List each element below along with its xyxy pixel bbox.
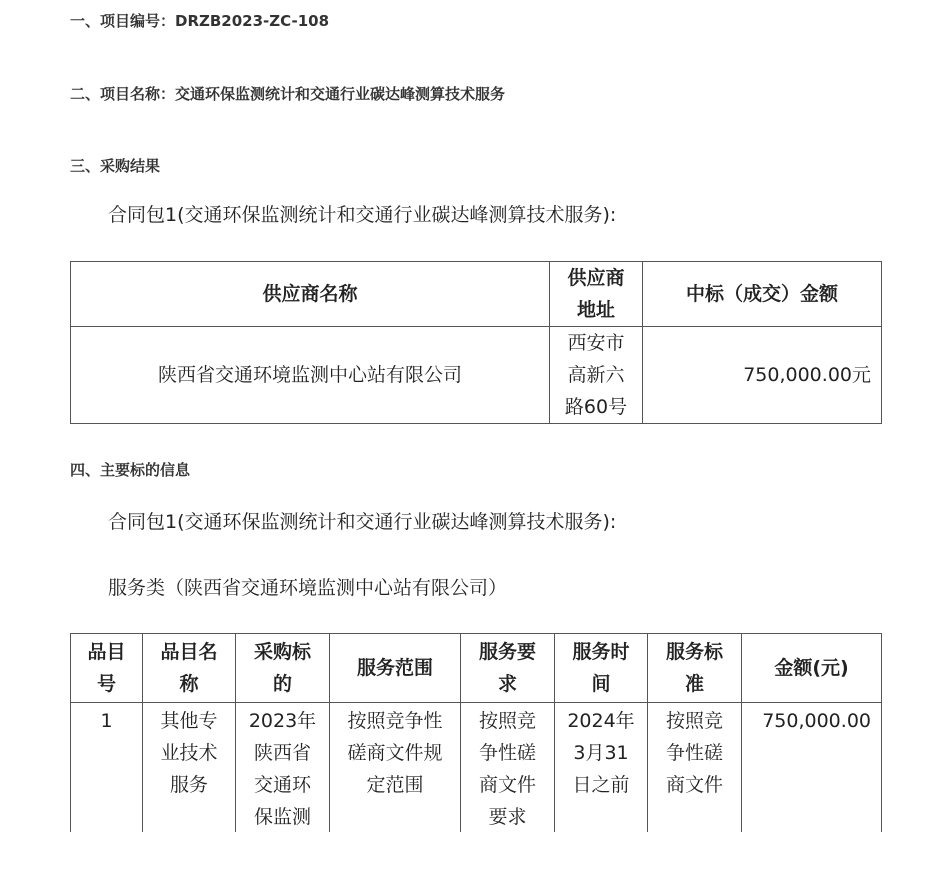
header-target: 采购标的 bbox=[236, 634, 330, 703]
section-subject-info: 四、主要标的信息 bbox=[70, 461, 191, 479]
header-time: 服务时间 bbox=[555, 634, 648, 703]
header-scope: 服务范围 bbox=[330, 634, 461, 703]
subject-table bbox=[70, 633, 882, 832]
section-procurement-result: 三、采购结果 bbox=[70, 157, 161, 175]
item-no: 1 bbox=[71, 703, 143, 833]
supplier-name: 陕西省交通环境监测中心站有限公司 bbox=[71, 327, 550, 424]
item-amount: 750,000.00 bbox=[742, 703, 882, 833]
service-requirement: 按照竞争性磋商文件要求 bbox=[461, 703, 555, 833]
service-time: 2024年3月31日之前 bbox=[555, 703, 648, 833]
supplier-address: 西安市高新六路60号 bbox=[550, 327, 643, 424]
subject-package-label: 合同包1(交通环保监测统计和交通行业碳达峰测算技术服务): bbox=[108, 511, 617, 533]
header-item-name: 品目名称 bbox=[143, 634, 236, 703]
header-amount: 金额(元) bbox=[742, 634, 882, 703]
header-standard: 服务标准 bbox=[648, 634, 742, 703]
section-project-number: 一、项目编号：DRZB2023-ZC-108 bbox=[70, 12, 330, 30]
subject-category-label: 服务类（陕西省交通环境监测中心站有限公司） bbox=[108, 577, 508, 599]
header-supplier-address: 供应商地址 bbox=[550, 262, 643, 327]
subject-table-header-row bbox=[71, 634, 882, 703]
table-row bbox=[71, 703, 882, 833]
header-requirement: 服务要求 bbox=[461, 634, 555, 703]
item-name: 其他专业技术服务 bbox=[143, 703, 236, 833]
service-standard: 按照竞争性磋商文件 bbox=[648, 703, 742, 833]
award-amount: 750,000.00元 bbox=[643, 327, 882, 424]
section-project-name: 二、项目名称：交通环保监测统计和交通行业碳达峰测算技术服务 bbox=[70, 85, 506, 103]
procurement-target: 2023年陕西省交通环保监测 bbox=[236, 703, 330, 833]
header-item-no: 品目号 bbox=[71, 634, 143, 703]
header-supplier-name: 供应商名称 bbox=[71, 262, 550, 327]
header-award-amount: 中标（成交）金额 bbox=[643, 262, 882, 327]
result-package-label: 合同包1(交通环保监测统计和交通行业碳达峰测算技术服务): bbox=[108, 204, 617, 226]
service-scope: 按照竞争性磋商文件规定范围 bbox=[330, 703, 461, 833]
